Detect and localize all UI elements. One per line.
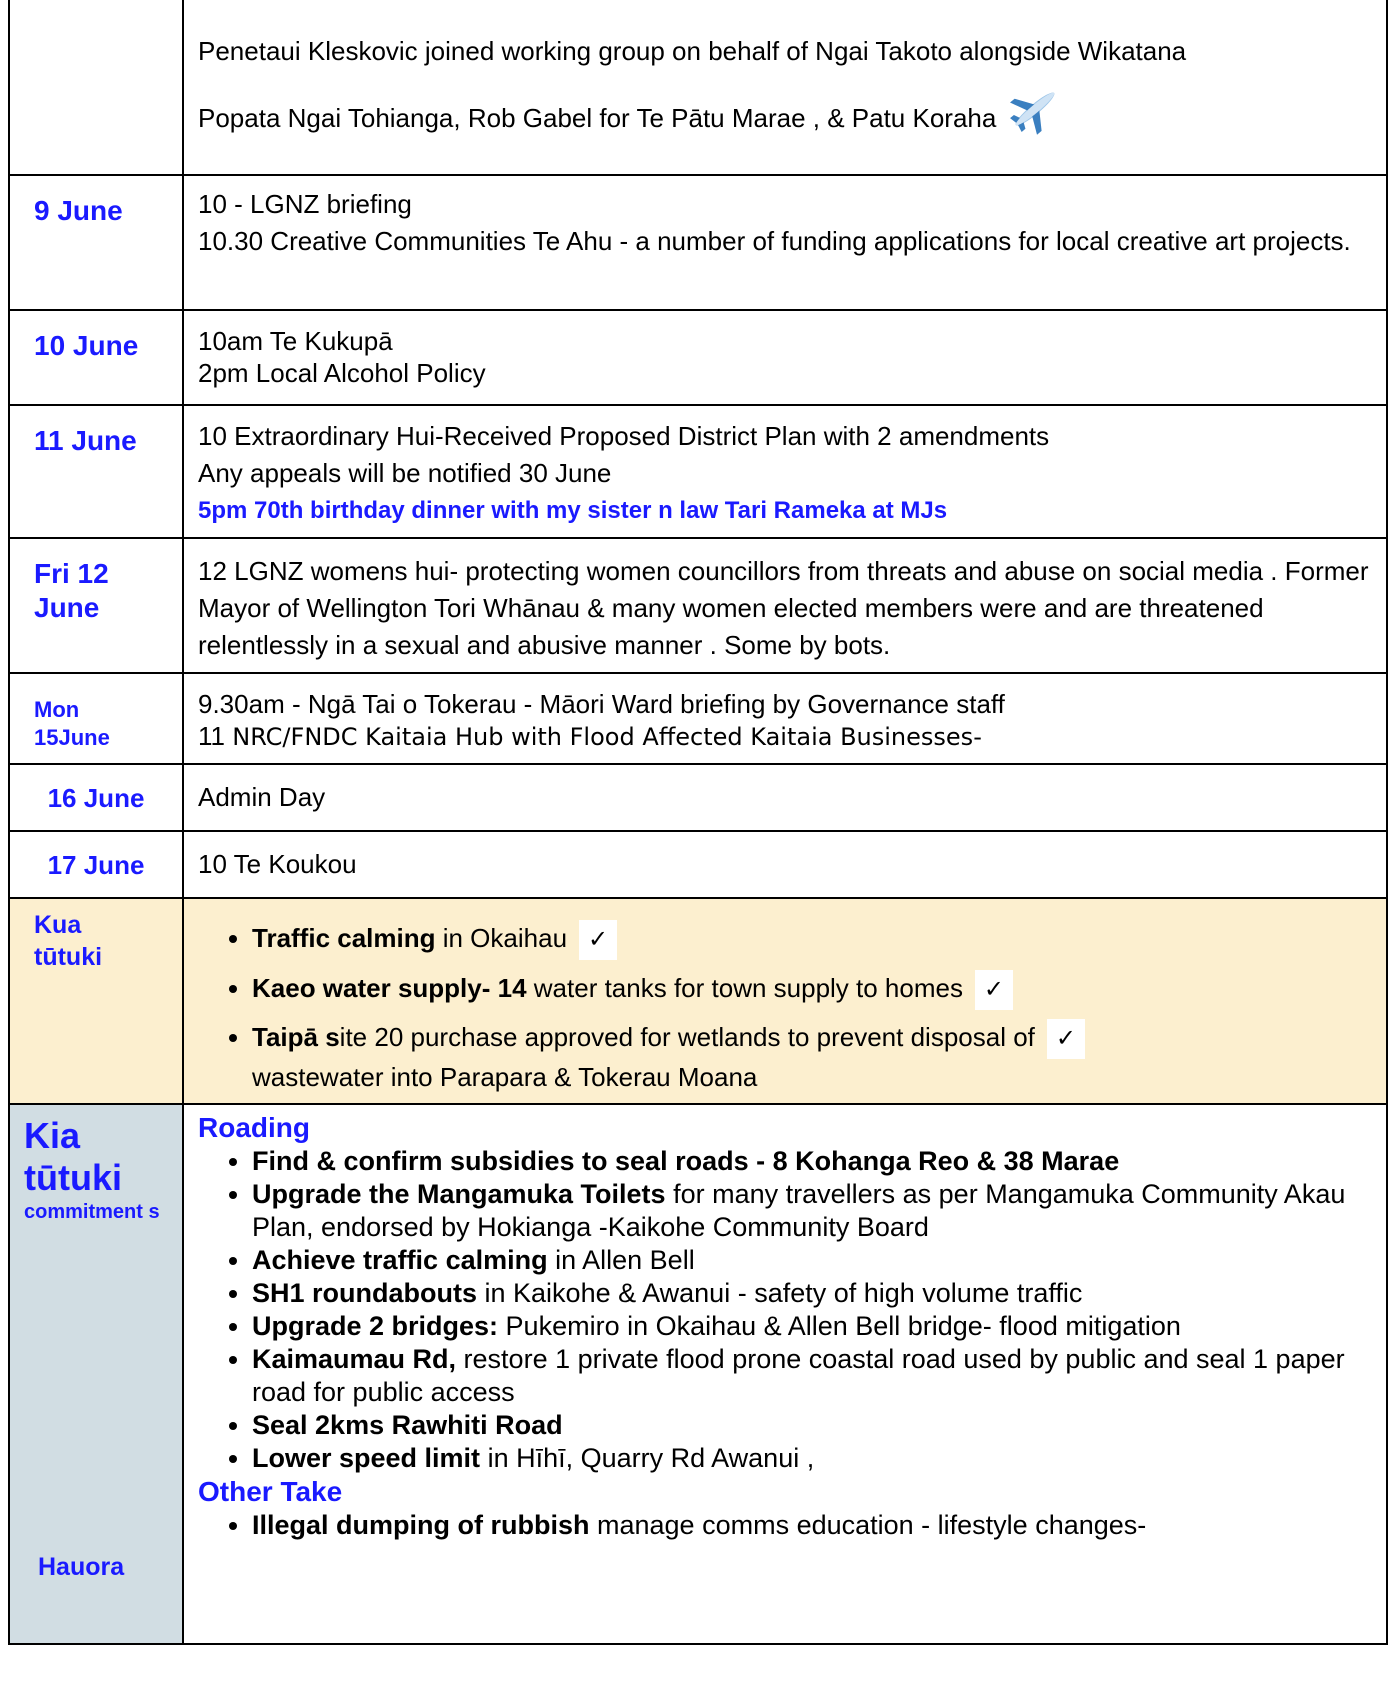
other-take-heading: Other Take: [198, 1476, 343, 1508]
entry-highlight: 5pm 70th birthday dinner with my sister n law Tari Rameka at MJs: [198, 497, 948, 524]
date-cell: 17 June: [9, 831, 183, 898]
list-item: [252, 1409, 1372, 1442]
list-item: [252, 1145, 1372, 1178]
entry-line: 9.30am - Ngā Tai o Tokerau - Māori Ward briefing by Governance staff: [198, 689, 1005, 719]
table-row: [9, 310, 1387, 405]
table-row: [9, 673, 1387, 764]
item-text: ite 20 purchase approved for wetlands to prevent disposal of: [339, 1022, 1035, 1052]
other-take-list: [198, 1509, 1372, 1542]
list-item: [252, 1343, 1372, 1409]
item-text: in Kaikohe & Awanui - safety of high volume traffic: [477, 1278, 1083, 1309]
table-row: [9, 175, 1387, 310]
table-row: [9, 538, 1387, 673]
item-bold: Taipā s: [252, 1022, 340, 1052]
achieved-label: Kua tūtuki: [9, 898, 183, 1104]
commitments-label-cell: [9, 1104, 183, 1644]
schedule-table: [8, 0, 1388, 1645]
item-bold: Achieve traffic calming: [252, 1245, 548, 1276]
list-item: [252, 1310, 1372, 1343]
date-cell: Fri 12 June: [9, 538, 183, 673]
entry-text: NRC/FNDC Kaitaia Hub with Flood Affected Kaitaia Businesses-: [232, 723, 982, 751]
item-text: wastewater into Parapara & Tokerau Moana: [252, 1062, 758, 1093]
item-text: restore 1 private flood prone coastal road used by public and seal 1 paper road for public access: [252, 1344, 1345, 1408]
item-bold: SH1 roundabouts: [252, 1278, 478, 1309]
entry-line: Any appeals will be notified 30 June: [198, 458, 612, 488]
commitments-title: Kia tūtuki: [24, 1115, 122, 1199]
airplane-icon: [1008, 82, 1062, 158]
commitments-cell: [183, 1104, 1387, 1644]
item-bold: Find & confirm subsidies to seal roads - 8 Kohanga Reo & 38 Marae: [252, 1146, 1120, 1177]
achieved-cell: [183, 898, 1387, 1104]
entry-line: [198, 720, 1372, 753]
check-icon: ✓: [1047, 1019, 1085, 1059]
item-bold: Seal 2kms Rawhiti Road: [252, 1410, 563, 1441]
hauora-label: Hauora: [38, 1553, 125, 1582]
entry-line: [198, 82, 1372, 158]
item-bold: Upgrade the Mangamuka Toilets: [252, 1179, 666, 1210]
table-row: [9, 831, 1387, 898]
entry-cell: [183, 673, 1387, 764]
table-row: [9, 764, 1387, 831]
commitments-row: [9, 1104, 1387, 1644]
entry-cell: [183, 405, 1387, 538]
entry-cell: [183, 310, 1387, 405]
date-cell: Mon 15June: [9, 673, 183, 764]
roading-heading: Roading: [198, 1112, 310, 1144]
date-cell: 11 June: [9, 405, 183, 538]
entry-line: Penetaui Kleskovic joined working group on behalf of Ngai Takoto alongside Wikatana: [198, 36, 1187, 66]
list-item: [252, 1442, 1372, 1475]
date-cell: 10 June: [9, 310, 183, 405]
list-item: [252, 1509, 1372, 1542]
entry-cell: Admin Day: [183, 764, 1387, 831]
list-item: [252, 1277, 1372, 1310]
entry-text: 11: [198, 721, 225, 751]
item-text: water tanks for town supply to homes: [526, 973, 963, 1003]
entry-line: 10 Extraordinary Hui-Received Proposed District Plan with 2 amendments: [198, 421, 1050, 451]
list-item: [252, 1178, 1372, 1244]
entry-cell: [183, 175, 1387, 310]
roading-list: [198, 1145, 1372, 1475]
entry-cell: 10 Te Koukou: [183, 831, 1387, 898]
entry-text: Popata Ngai Tohianga, Rob Gabel for Te Pātu Marae , & Patu Koraha: [198, 102, 997, 133]
item-bold: Upgrade 2 bridges:: [252, 1311, 499, 1342]
list-item: [252, 913, 1372, 963]
entry-line: 10 - LGNZ briefing: [198, 189, 412, 219]
table-row: [9, 0, 1387, 175]
date-cell: 16 June: [9, 764, 183, 831]
item-text: for many travellers as per Mangamuka Community Akau Plan, endorsed by Hokianga -Kaikohe Community Board: [252, 1179, 1346, 1243]
date-cell-empty: [9, 0, 183, 175]
table-row: [9, 405, 1387, 538]
item-bold: Lower speed limit: [252, 1443, 481, 1474]
item-text: Pukemiro in Okaihau & Allen Bell bridge- flood mitigation: [498, 1311, 1181, 1342]
entry-line: 2pm Local Alcohol Policy: [198, 358, 486, 388]
achieved-row: [9, 898, 1387, 1104]
item-bold: Traffic calming: [252, 923, 436, 953]
list-item: [252, 1013, 1372, 1095]
date-cell: 9 June: [9, 175, 183, 310]
list-item: [252, 1244, 1372, 1277]
item-text: in Hīhī, Quarry Rd Awanui ,: [480, 1443, 815, 1474]
entry-line: 10am Te Kukupā: [198, 326, 393, 356]
item-bold: Kaimaumau Rd,: [252, 1344, 457, 1375]
commitments-subtitle: commitment s: [24, 1201, 160, 1224]
item-bold: Illegal dumping of rubbish: [252, 1510, 590, 1541]
check-icon: ✓: [975, 970, 1013, 1010]
item-text: manage comms education - lifestyle changes-: [589, 1510, 1147, 1541]
item-text: in Okaihau: [435, 923, 568, 953]
entry-line: 10.30 Creative Communities Te Ahu - a number of funding applications for local creative art projects.: [198, 226, 1351, 256]
check-icon: ✓: [579, 920, 617, 960]
item-bold: Kaeo water supply- 14: [252, 973, 527, 1003]
entry-cell: 12 LGNZ womens hui- protecting women councillors from threats and abuse on social media . Former Mayor of Wellington Tori Whānau & many women elected members were and are threatened relentlessly in a sexual and abusive manner . Some by bots.: [183, 538, 1387, 673]
item-text: in Allen Bell: [547, 1245, 695, 1276]
list-item: [252, 963, 1372, 1013]
achieved-list: [198, 913, 1372, 1095]
entry-cell: [183, 0, 1387, 175]
